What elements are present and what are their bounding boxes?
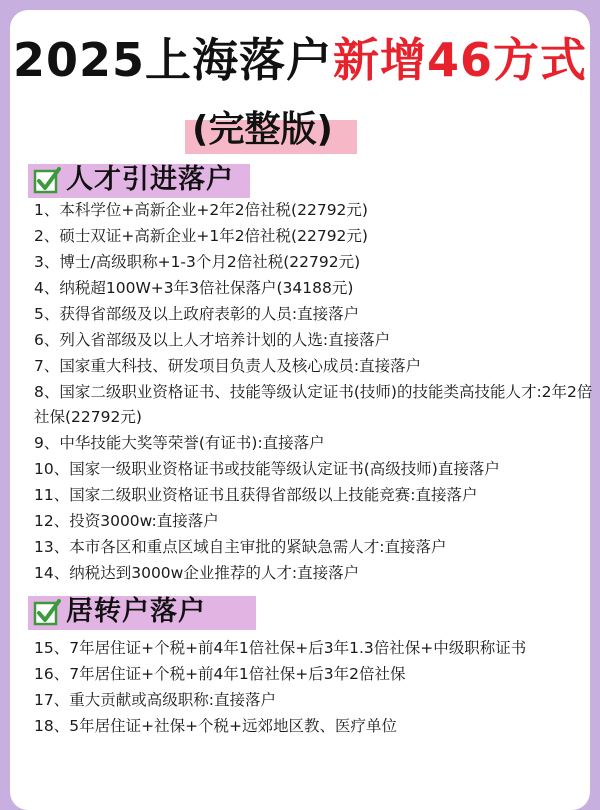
- subtitle-block: [165, 106, 360, 154]
- list-item: 6、列入省部级及以上人才培养计划的人选:直接落户: [34, 331, 391, 349]
- talent-list: [34, 198, 594, 587]
- list-item: 11、国家二级职业资格证书且获得省部级以上技能竞赛:直接落户: [34, 486, 478, 504]
- title-black-part: 2025上海落户: [12, 33, 333, 87]
- list-item: 1、本科学位+高新企业+2年2倍社税(22792元): [34, 201, 368, 219]
- check-box-icon: [32, 597, 62, 627]
- list-item: 8、国家二级职业资格证书、技能等级认定证书(技师)的技能类高技能人才:2年2倍社保(22792元): [34, 383, 593, 426]
- list-item: 18、5年居住证+社保+个税+远郊地区教、医疗单位: [34, 717, 398, 735]
- section-header-talent: [28, 162, 234, 198]
- subtitle: (完整版): [192, 109, 333, 150]
- list-item: 9、中华技能大奖等荣誉(有证书):直接落户: [34, 434, 325, 452]
- list-item: 5、获得省部级及以上政府表彰的人员:直接落户: [34, 305, 360, 323]
- list-item: 12、投资3000w:直接落户: [34, 512, 219, 530]
- list-item: 17、重大贡献或高级职称:直接落户: [34, 691, 276, 709]
- list-item: 15、7年居住证+个税+前4年1倍社保+后3年1.3倍社保+中级职称证书: [34, 639, 527, 657]
- list-item: 14、纳税达到3000w企业推荐的人才:直接落户: [34, 564, 360, 582]
- content-card: [10, 10, 593, 810]
- section-title: 人才引进落户: [66, 164, 234, 195]
- residence-list: [34, 636, 594, 740]
- list-item: 16、7年居住证+个税+前4年1倍社保+后3年2倍社保: [34, 665, 406, 683]
- title-red-part: 新增46方式: [333, 33, 588, 87]
- page-title: [10, 32, 590, 88]
- list-item: 7、国家重大科技、研发项目负责人及核心成员:直接落户: [34, 357, 422, 375]
- section-title: 居转户落户: [66, 596, 206, 627]
- list-item: 2、硕士双证+高新企业+1年2倍社税(22792元): [34, 227, 368, 245]
- list-item: 10、国家一级职业资格证书或技能等级认定证书(高级技师)直接落户: [34, 460, 500, 478]
- list-item: 4、纳税超100W+3年3倍社保落户(34188元): [34, 279, 354, 297]
- list-item: 3、博士/高级职称+1-3个月2倍社税(22792元): [34, 253, 361, 271]
- section-header-residence: [28, 594, 206, 630]
- list-item: 13、本市各区和重点区域自主审批的紧缺急需人才:直接落户: [34, 538, 447, 556]
- check-box-icon: [32, 165, 62, 195]
